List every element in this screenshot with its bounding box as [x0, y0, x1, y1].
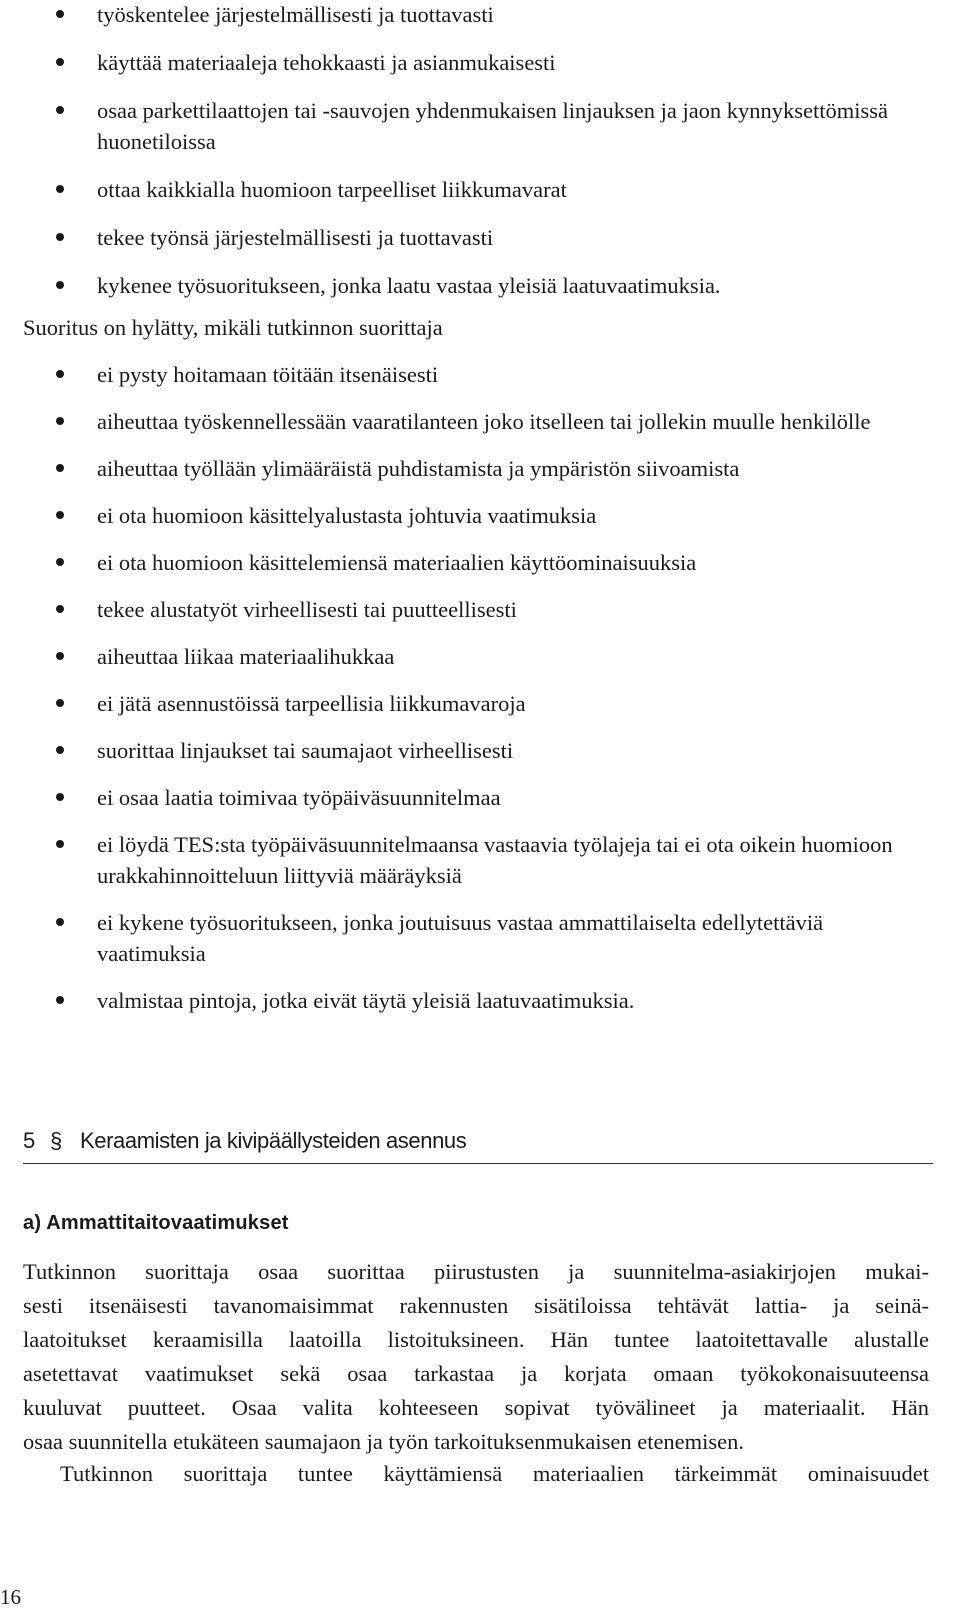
list-item: aiheuttaa liikaa materiaalihukkaa: [0, 641, 960, 672]
section-title: Keraamisten ja kivipäällysteiden asennus: [80, 1128, 467, 1153]
bullet-icon: [56, 840, 64, 848]
bullet-icon: [56, 417, 64, 425]
paragraph-line: sesti itsenäisesti tavanomaisimmat rakennusten sisätiloissa tehtävät lattia- ja seinä-: [23, 1293, 929, 1318]
paragraph-line: laatoitukset keraamisilla laatoilla listoituksineen. Hän tuntee laatoitettavalle alustalle: [23, 1327, 929, 1352]
list-item: tekee alustatyöt virheellisesti tai puutteellisesti: [0, 594, 960, 625]
rejection-intro: Suoritus on hylätty, mikäli tutkinnon suorittaja: [23, 315, 443, 340]
bullet-icon: [56, 996, 64, 1004]
criteria-list-passed: [0, 0, 960, 318]
bullet-icon: [56, 699, 64, 707]
bullet-icon: [56, 58, 64, 66]
paragraph-line: osaa suunnitella etukäteen saumajaon ja työn tarkoituksenmukaisen etenemisen.: [23, 1429, 745, 1454]
list-item: valmistaa pintoja, jotka eivät täytä yleisiä laatuvaatimuksia.: [0, 985, 960, 1016]
list-item: työskentelee järjestelmällisesti ja tuottavasti: [0, 0, 960, 30]
list-item: ottaa kaikkialla huomioon tarpeelliset liikkumavarat: [0, 174, 960, 205]
list-item: ei ota huomioon käsittelyalustasta johtuvia vaatimuksia: [0, 500, 960, 531]
section-symbol: §: [50, 1128, 62, 1153]
bullet-icon: [56, 106, 64, 114]
section-number: 5: [23, 1128, 35, 1153]
paragraph-line: asetettavat vaatimukset sekä osaa tarkastaa ja korjata omaan työkokonaisuuteensa: [23, 1361, 929, 1386]
bullet-icon: [56, 370, 64, 378]
list-item: käyttää materiaaleja tehokkaasti ja asianmukaisesti: [0, 47, 960, 78]
bullet-icon: [56, 281, 64, 289]
list-item: ei kykene työsuoritukseen, jonka joutuisuus vastaa ammattilaiselta edellytettäviä vaatimuksia: [0, 907, 960, 969]
bullet-icon: [56, 918, 64, 926]
paragraph-line: kuuluvat puutteet. Osaa valita kohteeseen sopivat työvälineet ja materiaalit. Hän: [23, 1395, 929, 1420]
list-item: suorittaa linjaukset tai saumajaot virheellisesti: [0, 735, 960, 766]
paragraph-line: Tutkinnon suorittaja osaa suorittaa piirustusten ja suunnitelma-asiakirjojen mukai-: [23, 1259, 929, 1284]
bullet-icon: [56, 511, 64, 519]
body-paragraph: [23, 1255, 929, 1459]
list-item: aiheuttaa työskennellessään vaaratilanteen joko itselleen tai jollekin muulle henkilölle: [0, 406, 960, 437]
bullet-icon: [56, 233, 64, 241]
bullet-icon: [56, 652, 64, 660]
bullet-icon: [56, 464, 64, 472]
list-item: aiheuttaa työllään ylimääräistä puhdistamista ja ympäristön siivoamista: [0, 453, 960, 484]
subheading: a) Ammattitaitovaatimukset: [23, 1212, 289, 1234]
list-item: ei ota huomioon käsittelemiensä materiaalien käyttöominaisuuksia: [0, 547, 960, 578]
list-item: ei osaa laatia toimivaa työpäiväsuunnitelmaa: [0, 782, 960, 813]
bullet-icon: [56, 605, 64, 613]
page-number: 16: [0, 1585, 21, 1609]
list-item: ei jätä asennustöissä tarpeellisia liikkumavaroja: [0, 688, 960, 719]
indented-paragraph-line: Tutkinnon suorittaja tuntee käyttämiensä materiaalien tärkeimmät ominaisuudet: [60, 1461, 929, 1486]
section-heading: [23, 1123, 933, 1164]
list-item: kykenee työsuoritukseen, jonka laatu vastaa yleisiä laatuvaatimuksia.: [0, 270, 960, 301]
bullet-icon: [56, 558, 64, 566]
list-item: ei pysty hoitamaan töitään itsenäisesti: [0, 359, 960, 390]
bullet-icon: [56, 185, 64, 193]
bullet-icon: [56, 793, 64, 801]
bullet-icon: [56, 10, 64, 18]
list-item: ei löydä TES:sta työpäiväsuunnitelmaansa vastaavia työlajeja tai ei ota oikein huomioon urakkahinnoitteluun liittyviä määräyksiä: [0, 829, 960, 891]
list-item: osaa parkettilaattojen tai -sauvojen yhdenmukaisen linjauksen ja jaon kynnyksettömissä huonetiloissa: [0, 95, 960, 157]
bullet-icon: [56, 746, 64, 754]
criteria-list-rejected: [0, 359, 960, 1032]
list-item: tekee työnsä järjestelmällisesti ja tuottavasti: [0, 222, 960, 253]
